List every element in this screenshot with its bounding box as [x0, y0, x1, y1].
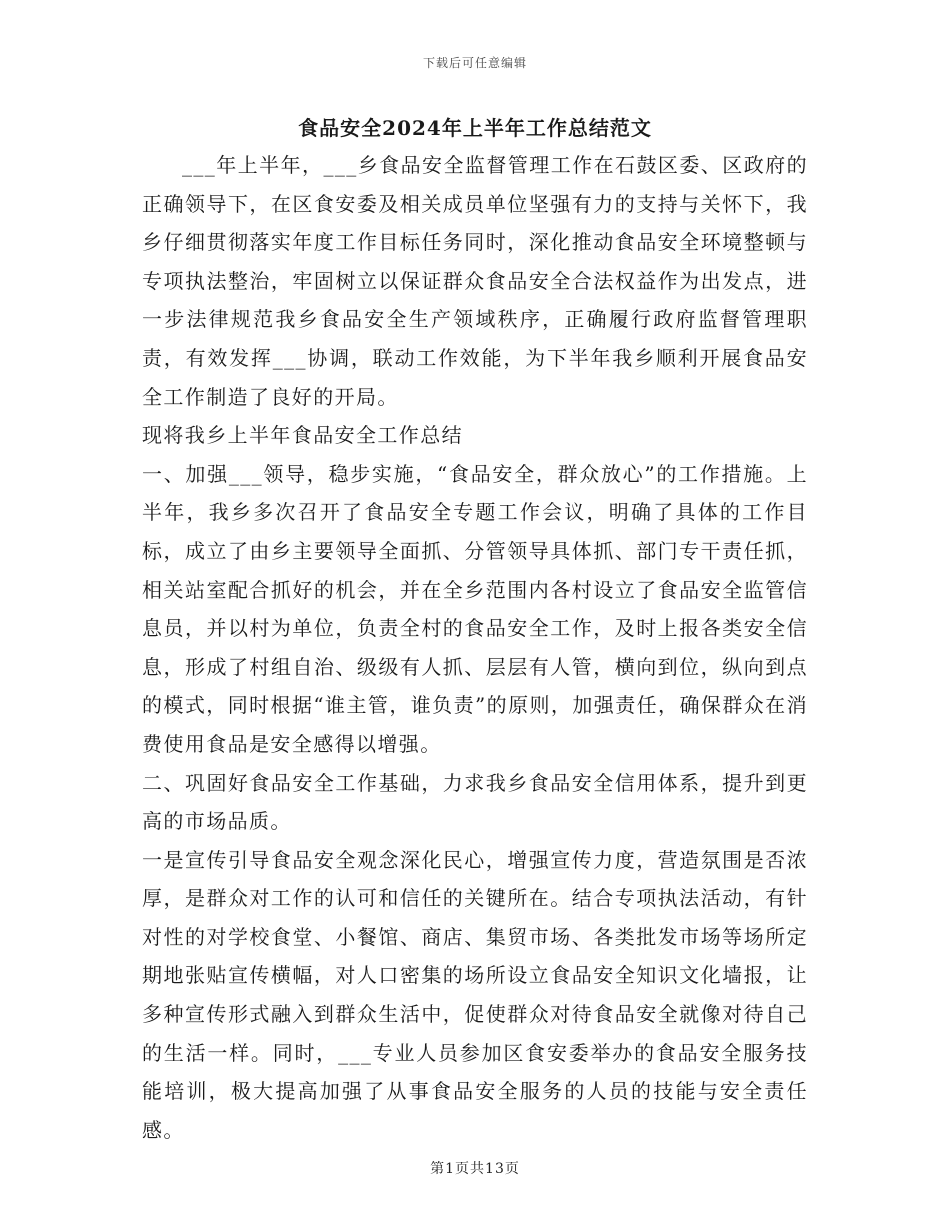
paragraph-summary-lead: 现将我乡上半年食品安全工作总结 [142, 423, 463, 448]
document-body [142, 146, 808, 1149]
page-header: 下载后可任意编辑 [422, 56, 527, 70]
document-title: 食品安全2024年上半年工作总结范文 [298, 116, 652, 140]
paragraph-section-1: 一、加强___领导，稳步实施，“食品安全，群众放心”的工作措施。上半年，我乡多次召开了食品安全专题工作会议，明确了具体的工作目标，成立了由乡主要领导全面抓、分管领导具体抓、部门专干责任抓，相关站室配合抓好的机会，并在全乡范围内各村设立了食品安全监管信息员，并以村为单位，负责全村的食品安全工作，及时上报各类安全信息，形成了村组自治、级级有人抓、层层有人管，横向到位，纵向到点的模式，同时根据“谁主管，谁负责”的原则，加强责任，确保群众在消费使用食品是安全感得以增强。 [142, 461, 808, 756]
page-number: 第1页共13页 [430, 1161, 520, 1177]
paragraph-intro: ___年上半年，___乡食品安全监督管理工作在石鼓区委、区政府的正确领导下，在区食安委及相关成员单位坚强有力的支持与关怀下，我乡仔细贯彻落实年度工作目标任务同时，深化推动食品安全环境整顿与专项执法整治，牢固树立以保证群众食品安全合法权益作为出发点，进一步法律规范我乡食品安全生产领域秩序，正确履行政府监督管理职责，有效发挥___协调，联动工作效能，为下半年我乡顺利开展食品安全工作制造了良好的开局。 [142, 153, 808, 409]
paragraph-section-2-item-1: 一是宣传引导食品安全观念深化民心，增强宣传力度，营造氛围是否浓厚，是群众对工作的认可和信任的关键所在。结合专项执法活动，有针对性的对学校食堂、小餐馆、商店、集贸市场、各类批发市场等场所定期地张贴宣传横幅，对人口密集的场所设立食品安全知识文化墙报，让多种宣传形式融入到群众生活中，促使群众对待食品安全就像对待自己的生活一样。同时，___专业人员参加区食安委举办的食品安全服务技能培训，极大提高加强了从事食品安全服务的人员的技能与安全责任感。 [142, 847, 808, 1142]
paragraph-section-2-heading: 二、巩固好食品安全工作基础，力求我乡食品安全信用体系，提升到更高的市场品质。 [142, 770, 808, 834]
